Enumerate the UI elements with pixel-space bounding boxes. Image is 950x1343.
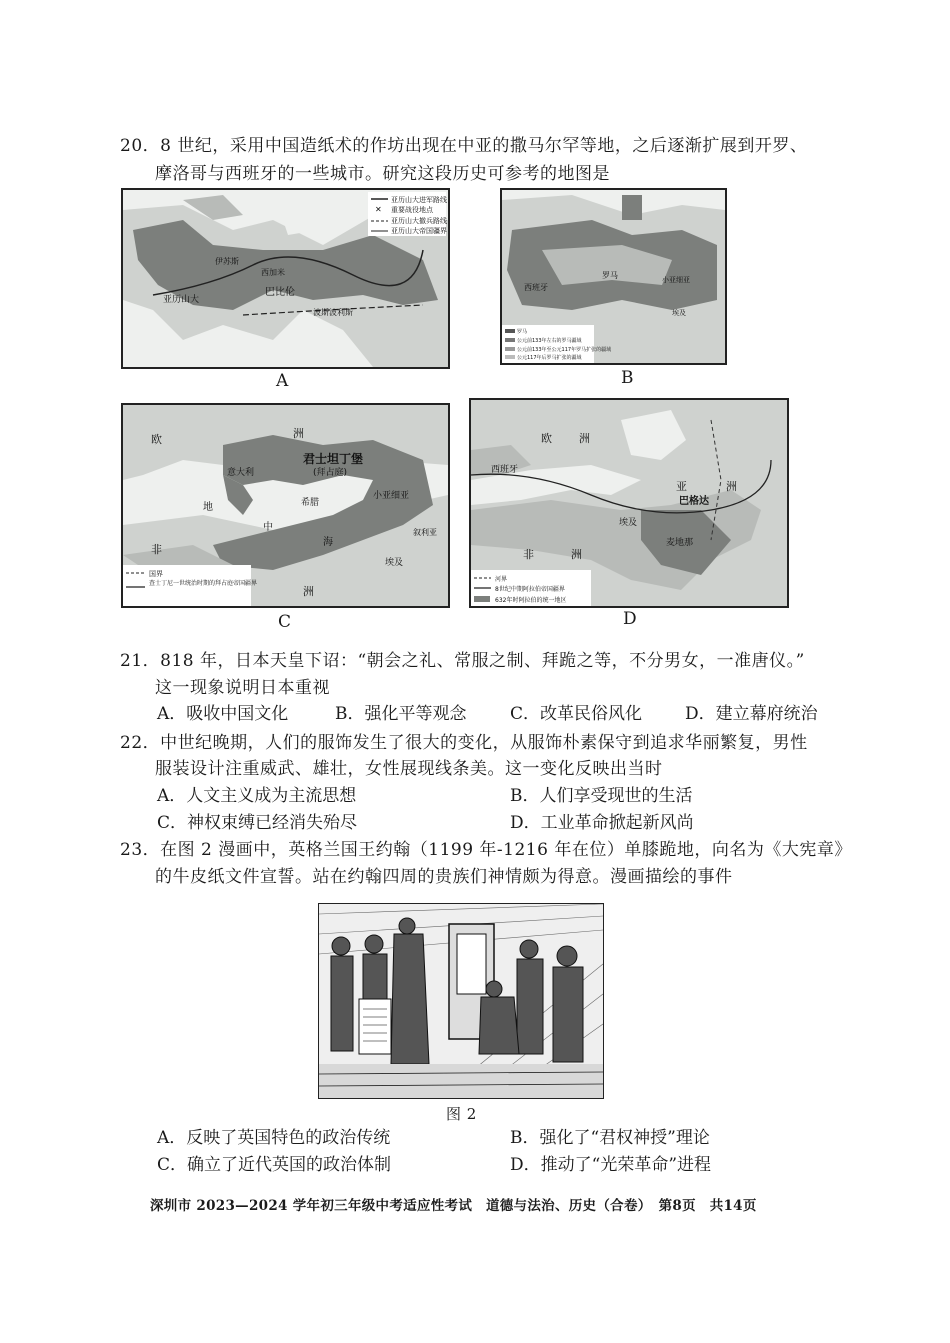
q23-option-b[interactable]: B．强化了“君权神授”理论 [510, 1128, 710, 1148]
q20-stem-line2: 摩洛哥与西班牙的一些城市。研究这段历史可参考的地图是 [155, 164, 610, 184]
map-b-place-3: 埃及 [672, 309, 686, 317]
q22-option-a[interactable]: A．人文主义成为主流思想 [157, 786, 357, 806]
map-d-place-2: 西班牙 [491, 465, 519, 475]
map-d-place-7: 麦地那 [666, 538, 694, 548]
q20-stem-line1: 20．8 世纪，采用中国造纸术的作坊出现在中亚的撒马尔罕等地，之后逐渐扩展到开罗、 [120, 136, 808, 156]
q21-stem-line2: 这一现象说明日本重视 [155, 678, 330, 698]
map-a-legend-3: 亚历山大帝国疆界 [391, 227, 447, 235]
q22-option-c[interactable]: C．神权束缚已经消失殆尽 [157, 813, 358, 833]
map-b [500, 188, 727, 365]
map-b-legend-1: 公元前133年左右的罗马疆域 [517, 338, 582, 344]
map-d-place-6: 埃及 [619, 518, 638, 528]
map-c-place-3: (拜占庭) [313, 468, 348, 478]
map-d-place-3: 亚 [676, 480, 687, 493]
q22-option-d[interactable]: D．工业革命掀起新风尚 [510, 813, 694, 833]
map-c-legend-1: 查士丁尼一世统治时期的拜占庭帝国疆界 [149, 580, 258, 587]
q23-option-c[interactable]: C．确立了近代英国的政治体制 [157, 1155, 392, 1175]
q23-option-a[interactable]: A．反映了英国特色的政治传统 [157, 1128, 391, 1148]
svg-text:✕: ✕ [375, 205, 382, 214]
map-c-place-2: 君士坦丁堡 [303, 452, 364, 466]
map-c-place-6: 希腊 [301, 498, 320, 508]
map-a-place-1: 亚历山大 [163, 295, 200, 305]
map-a-place-2: 波斯波利斯 [313, 308, 353, 317]
map-c-place-9: 海 [323, 537, 333, 548]
map-c-place-12: 非 [151, 543, 162, 556]
q23-stem-line2: 的牛皮纸文件宣誓。站在约翰四周的贵族们神情颇为得意。漫画描绘的事件 [155, 867, 733, 887]
map-d-legend-0: 河界 [495, 576, 508, 583]
map-d-place-9: 洲 [571, 548, 582, 561]
map-b-place-2: 小亚细亚 [662, 276, 690, 284]
map-d-place-1: 洲 [579, 432, 590, 445]
map-d-place-0: 欧 [541, 432, 552, 445]
page-footer: 深圳市 2023—2024 学年初三年级中考适应性考试 道德与法治、历史（合卷） 第8页 共14页 [150, 1198, 757, 1214]
map-a-legend-1: 重要战役地点 [391, 206, 433, 214]
map-b-legend-0: 罗马 [517, 329, 528, 335]
map-a-label: A [276, 371, 289, 391]
map-a [121, 188, 450, 369]
map-b-label: B [621, 368, 634, 388]
map-c-place-8: 中 [263, 522, 273, 533]
map-c-place-7: 地 [203, 502, 213, 513]
map-a-legend-2: 亚历山大撤兵路线 [391, 217, 447, 225]
q22-stem-line1: 22．中世纪晚期，人们的服饰发生了很大的变化，从服饰朴素保守到追求华丽繁复，男性 [120, 733, 808, 753]
q23-option-d[interactable]: D．推动了“光荣革命”进程 [510, 1155, 712, 1175]
map-d-place-4: 洲 [726, 480, 737, 493]
map-c-place-1: 洲 [293, 427, 304, 440]
map-c-place-0: 欧 [151, 433, 162, 446]
q21-option-c[interactable]: C．改革民俗风化 [510, 704, 643, 724]
map-d-place-8: 非 [523, 548, 534, 561]
q21-option-d[interactable]: D．建立幕府统治 [685, 704, 818, 724]
map-d-legend-1: 8世纪中期阿拉伯帝国疆界 [495, 586, 565, 593]
q21-stem-line1: 21．818 年，日本天皇下诏：“朝会之礼、常服之制、拜跪之等，不分男女，一准唐仪。” [120, 651, 805, 671]
q21-option-a[interactable]: A．吸收中国文化 [157, 704, 289, 724]
map-a-place-0: 巴比伦 [265, 287, 295, 298]
map-d [469, 398, 789, 608]
map-c-legend-0: 国界 [149, 570, 163, 578]
map-c-place-11: 埃及 [385, 558, 404, 568]
map-a-place-4: 伊苏斯 [215, 257, 239, 266]
q21-option-b[interactable]: B．强化平等观念 [335, 704, 467, 724]
q22-stem-line2: 服装设计注重威武、雄壮，女性展现线条美。这一变化反映出当时 [155, 759, 663, 779]
map-b-legend-2: 公元前133年至公元117年罗马扩张的疆域 [517, 347, 612, 353]
figure-caption: 图 2 [446, 1105, 477, 1123]
q23-stem-line1: 23．在图 2 漫画中，英格兰国王约翰（1199 年-1216 年在位）单膝跪地，向名为《大宪章》 [120, 840, 852, 860]
map-b-legend-3: 公元117年后罗马扩张的疆域 [517, 355, 582, 361]
map-d-label: D [623, 609, 637, 629]
map-b-place-1: 西班牙 [524, 283, 548, 292]
map-c-label: C [278, 612, 292, 632]
map-c [121, 403, 450, 608]
map-c-place-10: 叙利亚 [413, 528, 437, 537]
map-d-place-5: 巴格达 [679, 496, 709, 507]
map-c-place-5: 意大利 [227, 468, 255, 478]
map-b-place-0: 罗马 [602, 271, 618, 280]
map-a-legend-0: 亚历山大进军路线 [391, 196, 447, 204]
map-a-place-3: 西加米 [261, 268, 285, 277]
map-c-place-4: 小亚细亚 [373, 491, 410, 501]
q22-option-b[interactable]: B．人们享受现世的生活 [510, 786, 693, 806]
map-d-legend-2: 632年时阿拉伯的统一地区 [495, 597, 567, 604]
magna-carta-cartoon [318, 903, 604, 1099]
map-c-place-13: 洲 [303, 585, 314, 598]
